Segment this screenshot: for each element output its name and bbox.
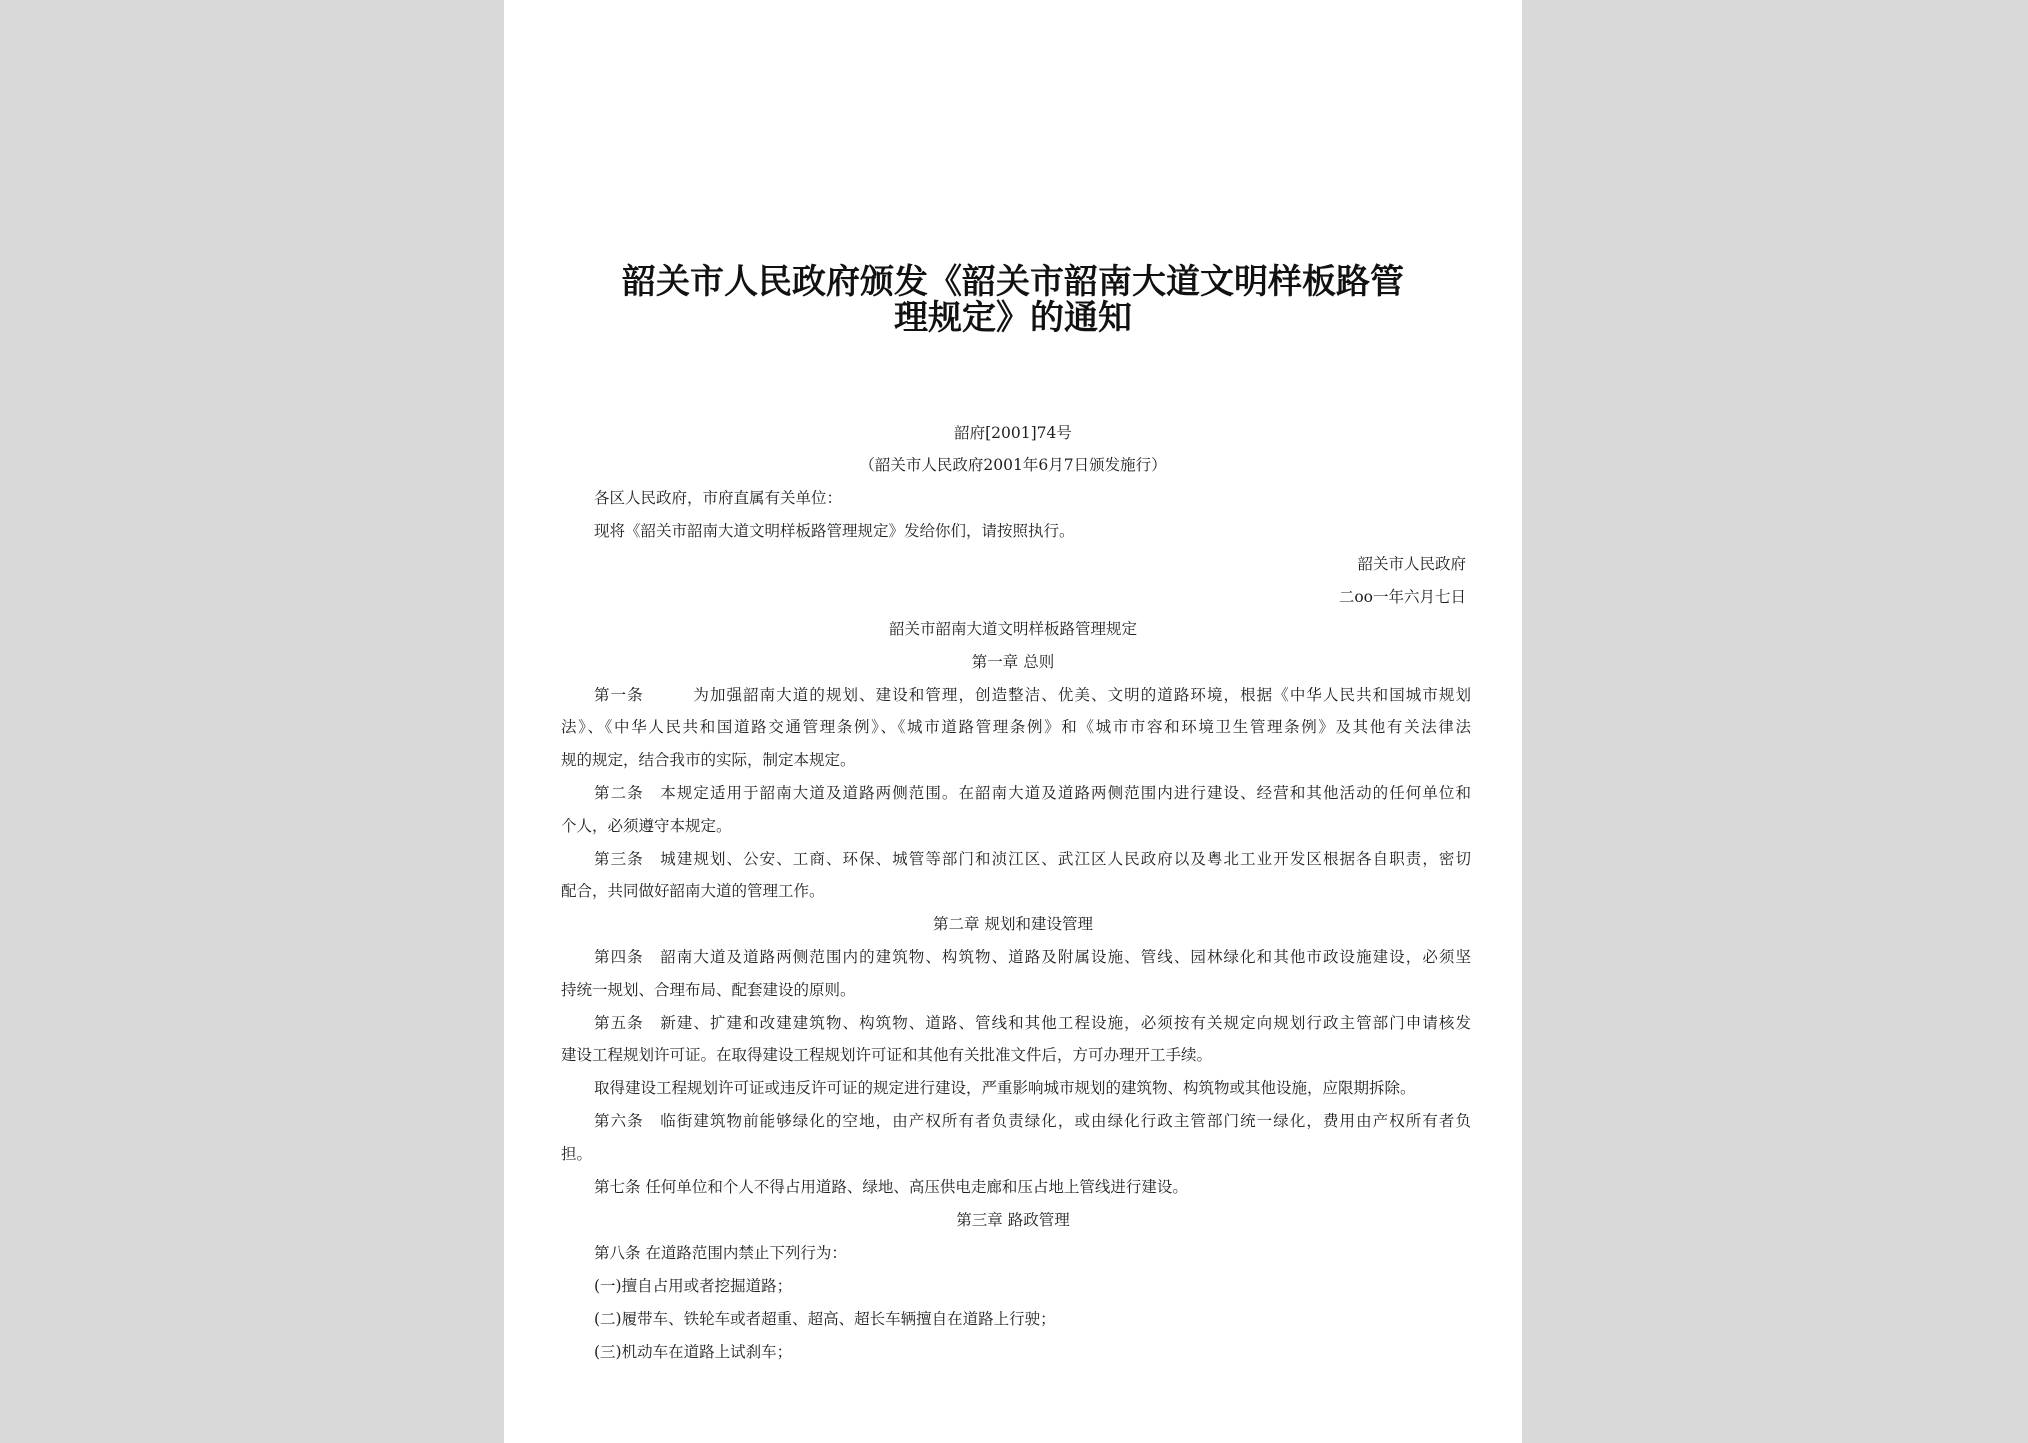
article-3-line-1: 第三条 城建规划、公安、工商、环保、城管等部门和浈江区、武江区人民政府以及粤北工业开发区根据各自职责，密切 (594, 850, 1471, 868)
article-8-item-1: (一)擅自占用或者挖掘道路； (594, 1277, 793, 1295)
article-8-item-2: (二)履带车、铁轮车或者超重、超高、超长车辆擅自在道路上行驶； (594, 1310, 1056, 1328)
article-5-line-3: 取得建设工程规划许可证或违反许可证的规定进行建设，严重影响城市规划的建筑物、构筑物或其他设施，应限期拆除。 (594, 1079, 1416, 1097)
chapter-heading-1: 第一章 总则 (971, 653, 1055, 671)
article-6-line-2: 担。 (561, 1145, 593, 1163)
article-5-line-2: 建设工程规划许可证。在取得建设工程规划许可证和其他有关批准文件后，方可办理开工手续。 (561, 1046, 1213, 1064)
article-5-line-1: 第五条 新建、扩建和改建建筑物、构筑物、道路、管线和其他工程设施，必须按有关规定向规划行政主管部门申请核发 (594, 1014, 1471, 1032)
article-1-line-3: 规的规定，结合我市的实际，制定本规定。 (561, 751, 856, 769)
article-6-line-1: 第六条 临街建筑物前能够绿化的空地，由产权所有者负责绿化，或由绿化行政主管部门统一绿化，费用由产权所有者负 (594, 1112, 1471, 1130)
article-4-line-2: 持统一规划、合理布局、配套建设的原则。 (561, 981, 856, 999)
chapter-heading-2: 第二章 规划和建设管理 (933, 915, 1093, 933)
issue-date: 二oo一年六月七日 (1338, 588, 1466, 606)
document-page (504, 0, 1522, 1443)
article-2-line-2: 个人，必须遵守本规定。 (561, 817, 732, 835)
intro-paragraph: 现将《韶关市韶南大道文明样板路管理规定》发给你们，请按照执行。 (594, 522, 1075, 540)
article-1-line-1: 第一条 为加强韶南大道的规划、建设和管理，创造整洁、优美、文明的道路环境，根据《中华人民共和国城市规划 (594, 686, 1471, 704)
issue-note: （韶关市人民政府2001年6月7日颁发施行） (859, 456, 1167, 474)
article-8-line-1: 第八条 在道路范围内禁止下列行为： (594, 1244, 847, 1262)
document-title-line-2: 理规定》的通知 (894, 298, 1132, 338)
article-4-line-1: 第四条 韶南大道及道路两侧范围内的建筑物、构筑物、道路及附属设施、管线、园林绿化和其他市政设施建设，必须坚 (594, 948, 1471, 966)
document-number: 韶府[2001]74号 (954, 424, 1072, 442)
article-8-item-3: (三)机动车在道路上试刹车； (594, 1343, 793, 1361)
article-7-line-1: 第七条 任何单位和个人不得占用道路、绿地、高压供电走廊和压占地上管线进行建设。 (594, 1178, 1188, 1196)
article-3-line-2: 配合，共同做好韶南大道的管理工作。 (561, 882, 825, 900)
article-2-line-1: 第二条 本规定适用于韶南大道及道路两侧范围。在韶南大道及道路两侧范围内进行建设、经营和其他活动的任何单位和 (594, 784, 1471, 802)
article-1-line-2: 法》、《中华人民共和国道路交通管理条例》、《城市道路管理条例》和《城市市容和环境卫生管理条例》及其他有关法律法 (561, 718, 1471, 736)
document-title-line-1: 韶关市人民政府颁发《韶关市韶南大道文明样板路管 (622, 262, 1404, 302)
addressee: 各区人民政府，市府直属有关单位： (594, 489, 843, 507)
regulation-title: 韶关市韶南大道文明样板路管理规定 (888, 620, 1137, 638)
issuer-signature: 韶关市人民政府 (1357, 555, 1466, 573)
chapter-heading-3: 第三章 路政管理 (956, 1211, 1070, 1229)
